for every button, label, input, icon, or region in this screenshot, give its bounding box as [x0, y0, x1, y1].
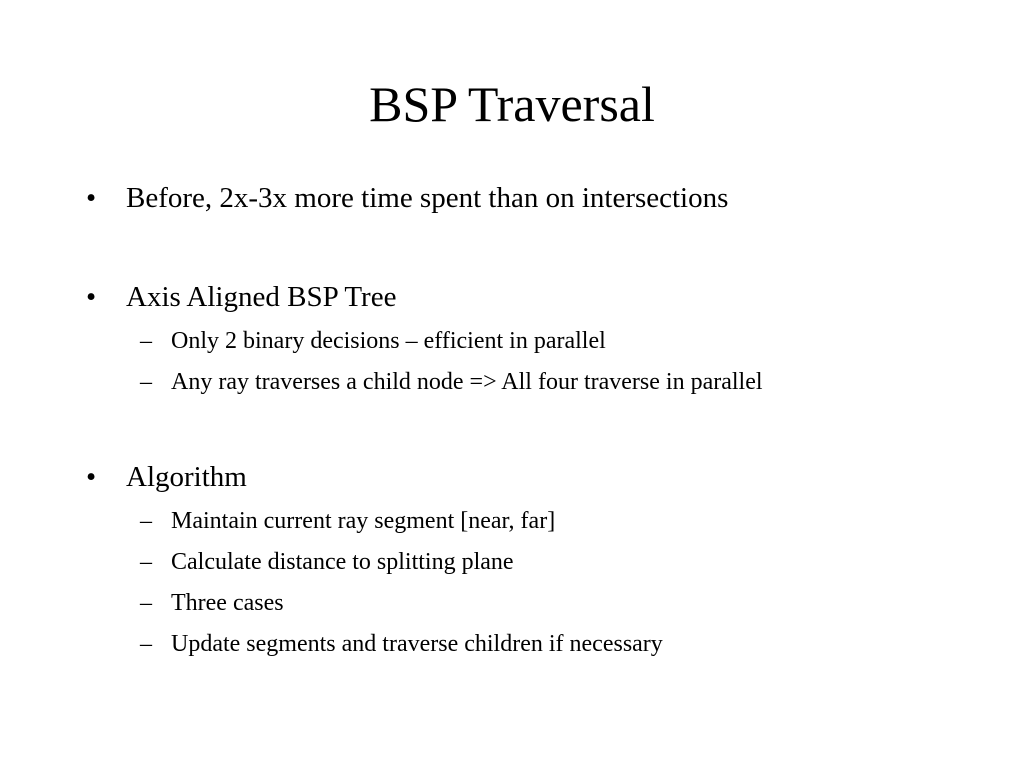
bullet-text: Algorithm	[126, 461, 247, 493]
sub-marker: –	[140, 590, 152, 616]
sub-text: Update segments and traverse children if necessary	[171, 631, 663, 657]
sub-item	[140, 630, 663, 658]
sub-item	[140, 368, 763, 396]
bullet-item	[86, 460, 247, 494]
sub-marker: –	[140, 631, 152, 657]
sub-text: Three cases	[171, 590, 284, 616]
sub-text: Calculate distance to splitting plane	[171, 549, 514, 575]
sub-text: Maintain current ray segment [near, far]	[171, 508, 556, 534]
sub-text: Only 2 binary decisions – efficient in parallel	[171, 328, 606, 354]
sub-text: Any ray traverses a child node => All four traverse in parallel	[171, 369, 763, 395]
sub-item	[140, 507, 555, 535]
bullet-text: Before, 2x-3x more time spent than on intersections	[126, 182, 729, 214]
sub-marker: –	[140, 549, 152, 575]
bullet-marker: •	[86, 281, 97, 313]
sub-marker: –	[140, 328, 152, 354]
bullet-item	[86, 181, 728, 215]
bullet-text: Axis Aligned BSP Tree	[126, 281, 397, 313]
sub-marker: –	[140, 369, 152, 395]
bullet-marker: •	[86, 461, 97, 493]
sub-item	[140, 548, 514, 576]
sub-item	[140, 327, 606, 355]
sub-item	[140, 589, 284, 617]
bullet-item	[86, 280, 396, 314]
sub-marker: –	[140, 508, 152, 534]
bullet-marker: •	[86, 182, 97, 214]
slide-title: BSP Traversal	[369, 76, 655, 132]
